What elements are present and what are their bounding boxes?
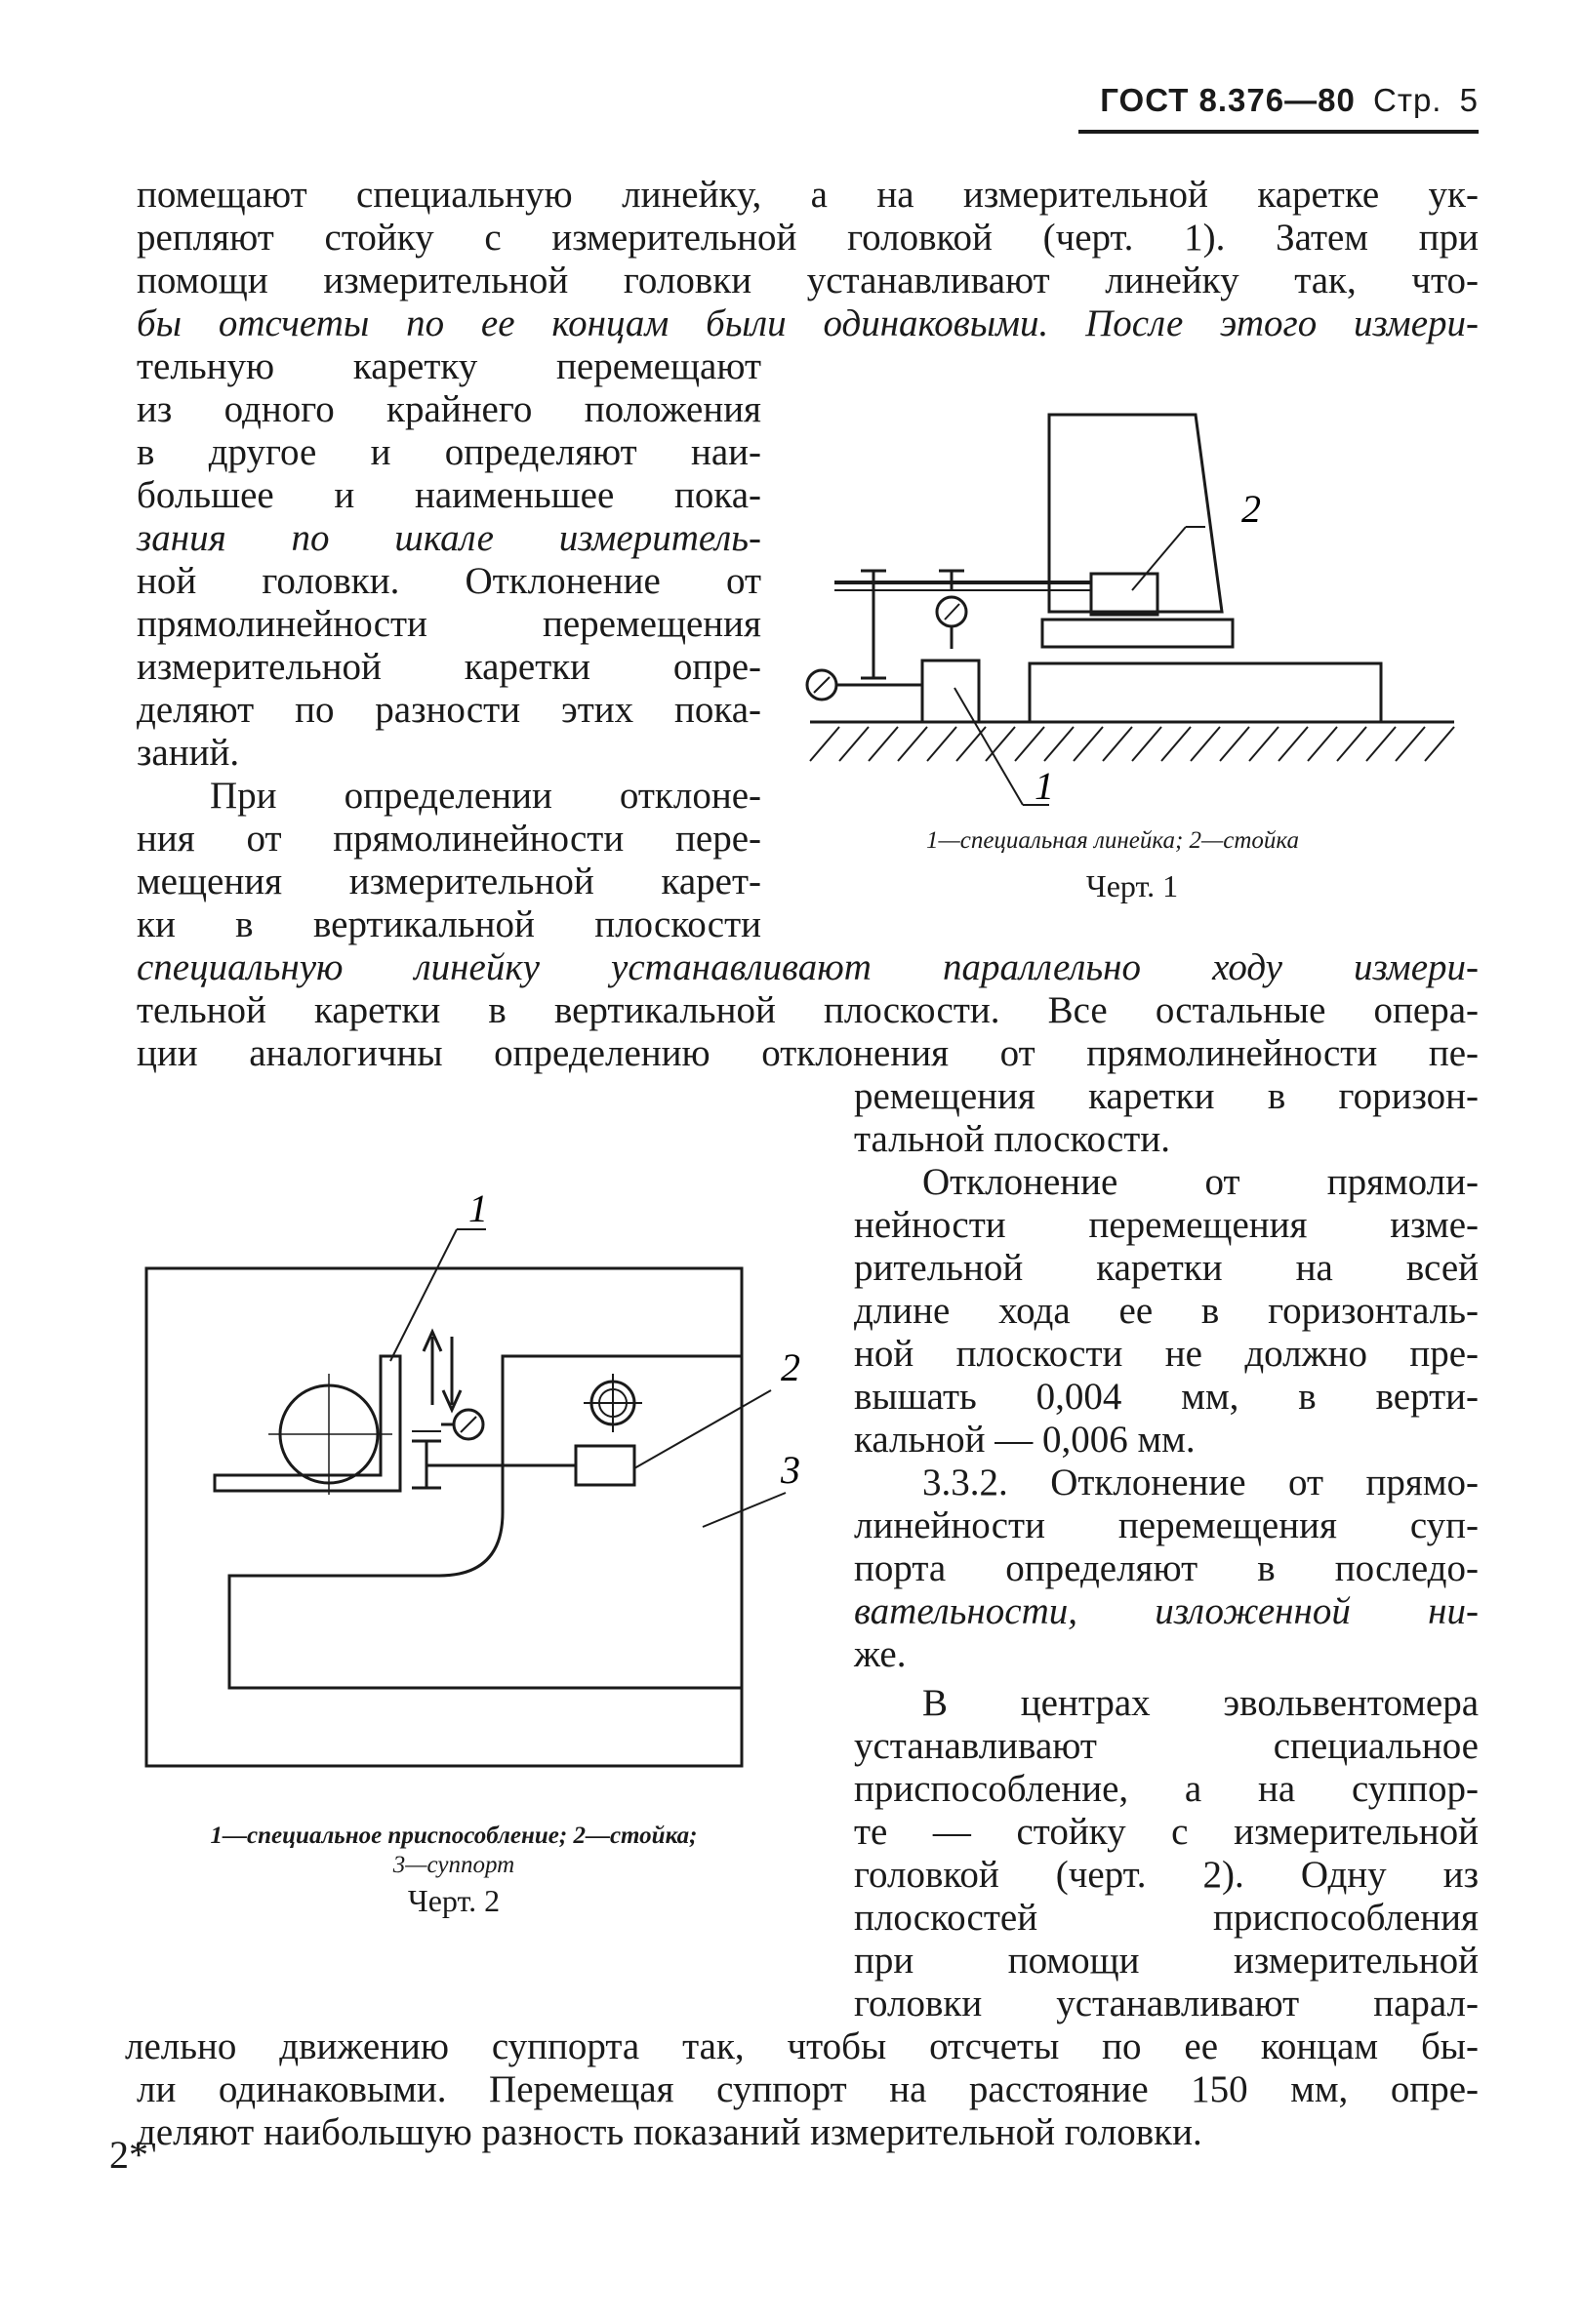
text-line: ния от прямолинейности пере- bbox=[137, 818, 761, 860]
page-header bbox=[1064, 82, 1479, 119]
text-line: лельно движению суппорта так, чтобы отсчеты по ее концам бы- bbox=[125, 2025, 1479, 2067]
text-line: в другое и определяют наи- bbox=[137, 431, 761, 473]
text-line: порта определяют в последо- bbox=[854, 1547, 1479, 1589]
text-line: бы отсчеты по ее концам были одинаковыми. После этого измери- bbox=[137, 302, 1479, 344]
text-line: ной плоскости не должно пре- bbox=[854, 1333, 1479, 1375]
text-line: тельную каретку перемещают bbox=[137, 345, 761, 387]
text-line: помещают специальную линейку, а на измерительной каретке ук- bbox=[137, 174, 1479, 216]
figure-2-callout-2: 2 bbox=[781, 1345, 800, 1389]
text-line: те — стойку с измерительной bbox=[854, 1811, 1479, 1853]
text-line: заний. bbox=[137, 732, 240, 774]
figure-2-title: Черт. 2 bbox=[407, 1883, 501, 1918]
signature-mark: 2* bbox=[109, 2133, 148, 2177]
figure-1-title: Черт. 1 bbox=[1085, 868, 1179, 903]
figure-2-callout-1: 1 bbox=[468, 1186, 488, 1230]
text-line: ки в вертикальной плоскости bbox=[137, 903, 761, 945]
text-line: устанавливают специальное bbox=[854, 1725, 1479, 1767]
text-line: вышать 0,004 мм, в верти- bbox=[854, 1376, 1479, 1418]
text-line: приспособление, а на суппор- bbox=[854, 1768, 1479, 1810]
figure-1-caption: 1—специальная линейка; 2—стойка bbox=[926, 827, 1299, 854]
text-line: вательности, изложенной ни- bbox=[854, 1590, 1479, 1632]
figure-2-caption-line-2: 3—суппорт bbox=[392, 1852, 515, 1878]
figure-2-diagram bbox=[137, 1186, 820, 1766]
figure-2-callout-3: 3 bbox=[781, 1448, 800, 1492]
text-line: репляют стойку с измерительной головкой (черт. 1). Затем при bbox=[137, 217, 1479, 259]
text-line: нейности перемещения изме- bbox=[854, 1204, 1479, 1246]
text-line: При определении отклоне- bbox=[210, 775, 761, 817]
text-line: из одного крайнего положения bbox=[137, 388, 761, 430]
text-line: деляют наибольшую разность показаний измерительной головки. bbox=[137, 2111, 1202, 2153]
figure-2-caption-line-1: 1—специальное приспособление; 2—стойка; bbox=[210, 1823, 698, 1849]
text-line: головкой (черт. 2). Одну из bbox=[854, 1854, 1479, 1896]
text-line: Отклонение от прямоли- bbox=[922, 1161, 1479, 1203]
text-line: мещения измерительной карет- bbox=[137, 861, 761, 902]
text-line: тельной каретки в вертикальной плоскости. Все остальные опера- bbox=[137, 989, 1479, 1031]
figure-1-diagram bbox=[800, 395, 1483, 808]
text-line: ремещения каретки в горизон- bbox=[854, 1075, 1479, 1117]
text-line: рительной каретки на всей bbox=[854, 1247, 1479, 1289]
text-line: длине хода ее в горизонталь- bbox=[854, 1290, 1479, 1332]
text-line: большее и наименьшее пока- bbox=[137, 474, 761, 516]
text-line: тальной плоскости. bbox=[854, 1118, 1170, 1160]
text-line: плоскостей приспособления bbox=[854, 1897, 1479, 1939]
text-line: деляют по разности этих пока- bbox=[137, 689, 761, 731]
text-line: прямолинейности перемещения bbox=[137, 603, 761, 645]
figure-1-callout-1: 1 bbox=[1035, 764, 1054, 808]
text-line: ной головки. Отклонение от bbox=[137, 560, 761, 602]
text-line: же. bbox=[854, 1633, 907, 1675]
text-line: зания по шкале измеритель- bbox=[137, 517, 761, 559]
standard-number: ГОСТ 8.376—80 bbox=[1100, 82, 1356, 118]
text-line: специальную линейку устанавливают параллельно ходу измери- bbox=[137, 946, 1479, 988]
text-line: ции аналогичны определению отклонения от прямолинейности пе- bbox=[137, 1032, 1479, 1074]
page-label: Стр. bbox=[1373, 82, 1442, 118]
text-line: при помощи измерительной bbox=[854, 1940, 1479, 1982]
text-line: ли одинаковыми. Перемещая суппорт на расстояние 150 мм, опре- bbox=[137, 2068, 1479, 2110]
text-line: кальной — 0,006 мм. bbox=[854, 1419, 1196, 1461]
figure-1-callout-2: 2 bbox=[1241, 487, 1261, 531]
text-line: головки устанавливают парал- bbox=[854, 1983, 1479, 2024]
page-number: 5 bbox=[1459, 82, 1479, 118]
header-rule bbox=[1078, 130, 1479, 134]
text-line: 3.3.2. Отклонение от прямо- bbox=[922, 1462, 1479, 1503]
text-line: измерительной каретки опре- bbox=[137, 646, 761, 688]
text-line: В центрах эвольвентомера bbox=[922, 1682, 1479, 1724]
text-line: линейности перемещения суп- bbox=[854, 1504, 1479, 1546]
text-line: помощи измерительной головки устанавливают линейку так, что- bbox=[137, 260, 1479, 301]
